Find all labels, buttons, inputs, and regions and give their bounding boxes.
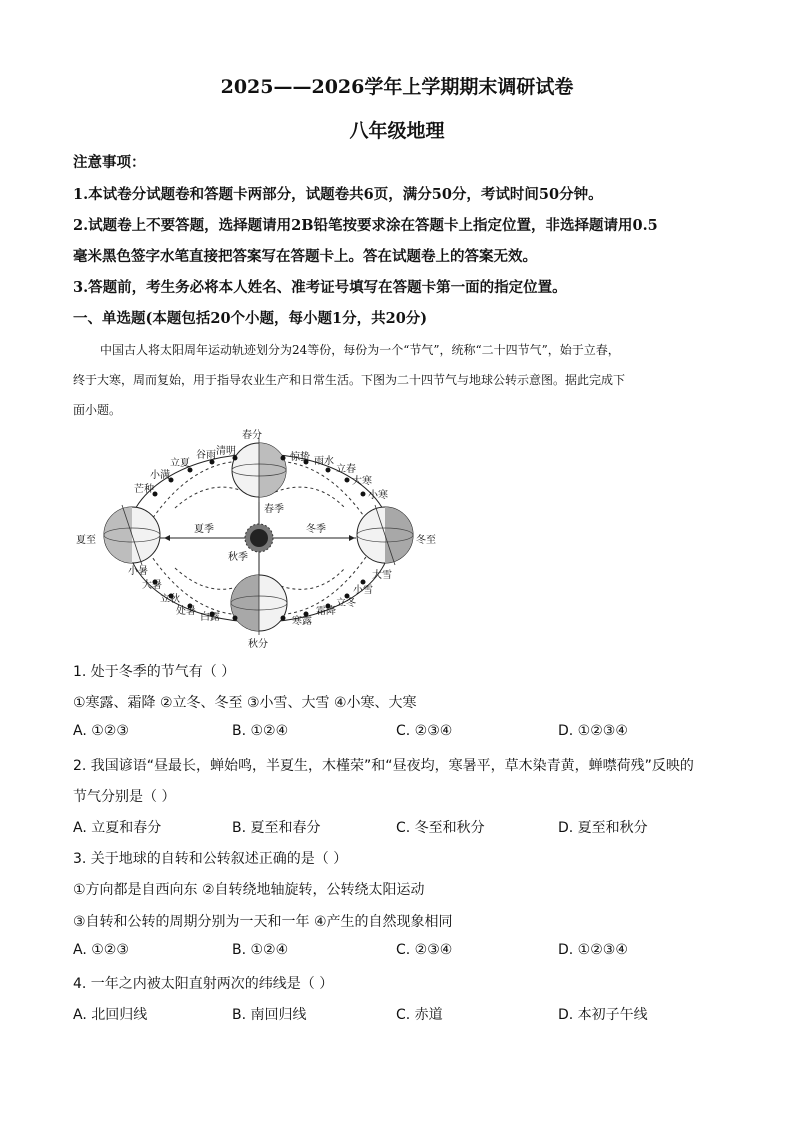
question-4-option-c: C. 赤道 [396,1007,443,1023]
term-label-dahan: 大寒 [352,476,372,487]
term-label-bailu: 白露 [200,612,220,623]
question-1-statements: ①寒露、霜降 ②立冬、冬至 ③小雪、大雪 ④小寒、大寒 [73,695,417,711]
term-label-qingming: 清明 [216,446,236,457]
exam-title: 2025——2026学年上学期期末调研试卷 [220,76,574,98]
dashed-orbit-arc [175,568,245,589]
dashed-orbit-arc [275,568,345,589]
question-2-stem-line-1: 2. 我国谚语“昼最长，蝉始鸣，半夏生，木槿荣”和“昼夜均，寒暑平，草木染青黄，蝉噤荷残”反映的 [73,758,694,774]
term-label-shuangjiang: 霜降 [316,606,336,617]
season-label-spring: 春季 [264,504,284,515]
dashed-orbit-arc [175,487,245,508]
term-label-yushui: 雨水 [314,456,334,467]
term-label-guyu: 谷雨 [196,450,216,461]
question-3-statement-1: ①方向都是自西向东 ②自转绕地轴旋转，公转绕太阳运动 [73,882,425,898]
notice-item-3: 3.答题前，考生务必将本人姓名、准考证号填写在答题卡第一面的指定位置。 [73,279,567,296]
question-2-option-d: D. 夏至和秋分 [558,820,648,836]
term-label-xiaoshu: 小暑 [128,566,148,577]
notice-heading: 注意事项： [73,154,146,171]
notice-item-1: 1.本试卷分试题卷和答题卡两部分，试题卷共6页，满分50分，考试时间50分钟。 [73,186,603,203]
question-2-option-b: B. 夏至和春分 [232,820,321,836]
term-label-jingzhe: 惊蛰 [290,452,310,463]
question-1-option-d: D. ①②③④ [558,723,628,739]
solar-terms-diagram [70,422,450,652]
intro-line-1: 中国古人将太阳周年运动轨迹划分为24等份，每份为一个“节气”，统称“二十四节气”，始于立春， [100,343,620,357]
earth-globe-spring [232,438,286,502]
season-label-winter: 冬季 [306,524,326,535]
intro-line-2: 终于大寒，周而复始，用于指导农业生产和日常生活。下图为二十四节气与地球公转示意图。据此完成下 [73,373,626,387]
earth-globe-autumn [231,571,287,635]
section-heading: 一、单选题(本题包括20个小题，每小题1分，共20分) [73,310,428,327]
exam-subtitle: 八年级地理 [349,120,445,142]
question-3-stem: 3. 关于地球的自转和公转叙述正确的是（ ） [73,851,348,867]
question-1-option-b: B. ①②④ [232,723,289,739]
notice-item-2-line-1: 2.试题卷上不要答题，选择题请用2B铅笔按要求涂在答题卡上指定位置，非选择题请用0.5 [73,217,658,234]
question-1-option-c: C. ②③④ [396,723,453,739]
earth-globe-winter [357,505,413,565]
question-3-statement-2: ③自转和公转的周期分别为一天和一年 ④产生的自然现象相同 [73,914,453,930]
question-4-stem: 4. 一年之内被太阳直射两次的纬线是（ ） [73,976,334,992]
term-label-daxue: 大雪 [372,570,392,581]
question-3-option-c: C. ②③④ [396,942,453,958]
question-1-option-a: A. ①②③ [73,723,129,739]
question-2-stem-line-2: 节气分别是（ ） [73,789,176,805]
question-3-option-a: A. ①②③ [73,942,129,958]
term-label-lidong: 立冬 [336,598,356,609]
term-label-liqiu: 立秋 [160,594,180,605]
question-2-option-a: A. 立夏和春分 [73,820,162,836]
season-label-summer: 夏季 [194,524,214,535]
question-2-option-c: C. 冬至和秋分 [396,820,485,836]
term-label-chunfen: 春分 [242,430,262,441]
sun-icon [245,524,273,552]
term-label-lichun: 立春 [336,464,356,475]
term-label-xiaohan: 小寒 [368,490,388,501]
question-3-option-d: D. ①②③④ [558,942,628,958]
term-label-dongzhi: 冬至 [416,535,436,546]
question-1-stem: 1. 处于冬季的节气有（ ） [73,664,236,680]
question-4-option-a: A. 北回归线 [73,1007,148,1023]
notice-item-2-line-2: 毫米黑色签字水笔直接把答案写在答题卡上。答在试题卷上的答案无效。 [73,248,537,265]
term-label-xiazhi: 夏至 [76,535,96,546]
term-label-xiaoman: 小满 [150,470,170,481]
term-label-chushu: 处暑 [176,606,196,617]
term-label-dashu: 大暑 [142,580,162,591]
question-3-option-b: B. ①②④ [232,942,289,958]
term-label-qiufen: 秋分 [248,639,268,650]
term-label-hanlu: 寒露 [292,616,312,627]
term-label-mangzhong: 芒种 [134,484,154,495]
question-4-option-b: B. 南回归线 [232,1007,307,1023]
term-label-xiaoxue: 小雪 [353,585,373,596]
dashed-orbit-arc [275,487,345,508]
season-label-autumn: 秋季 [228,552,248,563]
question-4-option-d: D. 本初子午线 [558,1007,648,1023]
term-label-lixia: 立夏 [170,458,190,469]
intro-line-3: 面小题。 [73,403,122,417]
earth-globe-summer [104,505,160,565]
